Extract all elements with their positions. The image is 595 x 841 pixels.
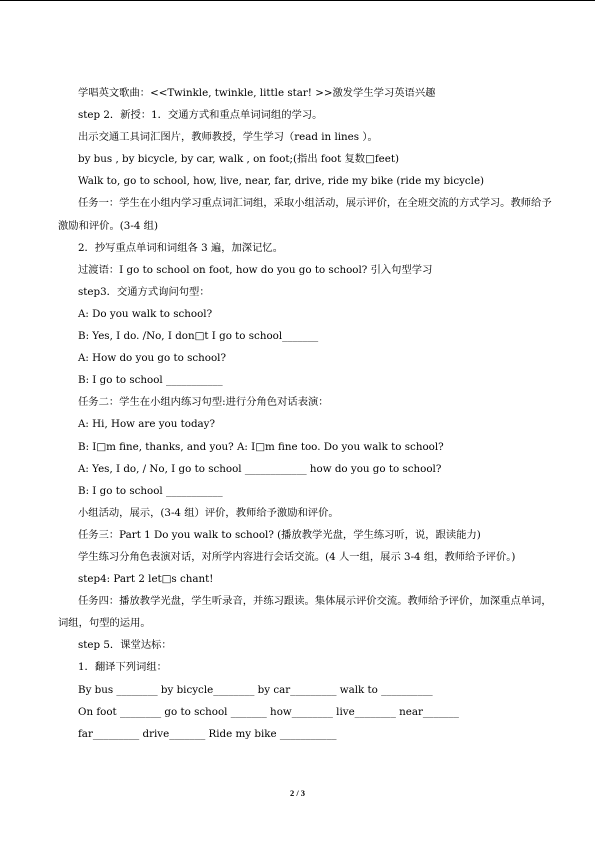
text-line: step4: Part 2 let□s chant!	[78, 573, 214, 586]
text-line: by bus , by bicycle, by car, walk , on foot;(指出 foot 复数□feet)	[78, 153, 399, 166]
exercise-line: By bus ________ by bicycle________ by car_________ walk to __________	[78, 683, 433, 696]
exercise-line: far_________ drive_______ Ride my bike ___________	[78, 727, 337, 740]
text-paragraph: 学生练习分角色表演对话，对所学内容进行会话交流。(4 人一组，展示 3-4 组，教师给予评价。)	[78, 550, 516, 563]
dialogue-line: A: Hi, How are you today?	[78, 418, 216, 431]
dialogue-line: B: Yes, I do. /No, I don□t I go to school_______	[78, 330, 319, 343]
page-number: 2 / 3	[289, 788, 306, 798]
text-line: step 5．课堂达标：	[78, 639, 172, 652]
dialogue-line: B: I go to school ___________	[78, 374, 223, 387]
text-line: 1．翻译下列词组：	[78, 661, 167, 674]
text-paragraph: 任务四：播放教学光盘，学生听录音，并练习跟读。集体展示评价交流。教师给予评价，加深重点单词，词组，句型的运用。	[58, 595, 552, 630]
dialogue-line: B: I go to school ___________	[78, 484, 223, 497]
text-line: step 2．新授：1．交通方式和重点单词词组的学习。	[78, 109, 323, 122]
text-line: 学唱英文歌曲：<<Twinkle, twinkle, little star! >>激发学生学习英语兴趣	[78, 87, 436, 99]
text-line: 过渡语：I go to school on foot, how do you go to school? 引入句型学习	[78, 263, 433, 276]
page-top-border	[0, 0, 595, 1]
text-line: 任务三：Part 1 Do you walk to school? (播放教学光盘，学生练习听，说，跟读能力)	[78, 528, 481, 541]
text-line: 小组活动，展示，(3-4 组）评价，教师给予激励和评价。	[78, 506, 339, 519]
dialogue-line: A: How do you go to school?	[78, 352, 226, 365]
text-line: Walk to, go to school, how, live, near, far, drive, ride my bike (ride my bicycle)	[78, 175, 485, 188]
text-paragraph: 任务一：学生在小组内学习重点词汇词组，采取小组活动，展示评价，在全班交流的方式学习。教师给予激励和评价。(3-4 组)	[58, 197, 552, 232]
text-line: 任务二：学生在小组内练习句型:进行分角色对话表演：	[78, 396, 329, 409]
dialogue-line: A: Yes, I do, / No, I go to school ____________ how do you go to school?	[78, 462, 442, 475]
document-body	[58, 82, 558, 745]
dialogue-line: A: Do you walk to school?	[78, 307, 213, 320]
text-line: step3．交通方式询问句型：	[78, 285, 210, 298]
text-line: 出示交通工具词汇图片，教师教授，学生学习（read in lines ）。	[78, 131, 378, 144]
text-line: 2．抄写重点单词和词组各 3 遍，加深记忆。	[78, 241, 283, 254]
dialogue-line: B: I□m fine, thanks, and you? A: I□m fine too. Do you walk to school?	[78, 440, 444, 453]
exercise-line: On foot ________ go to school _______ how________ live________ near_______	[78, 705, 459, 718]
